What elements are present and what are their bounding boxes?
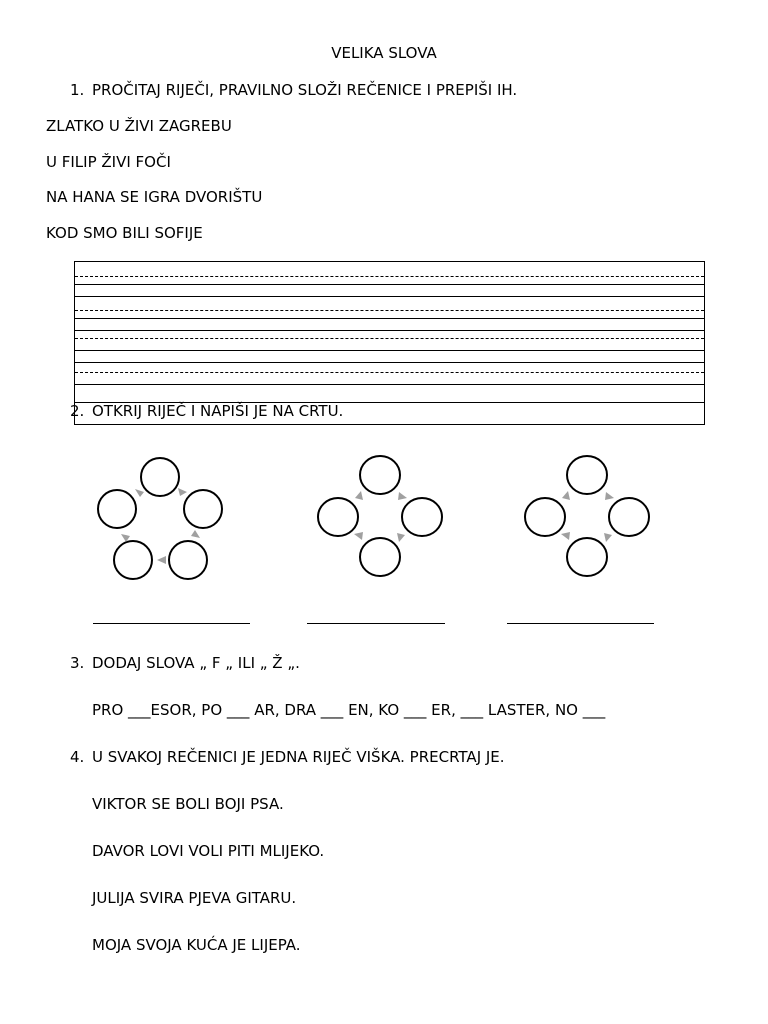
answer-line-3[interactable] bbox=[507, 623, 654, 624]
letter-circle bbox=[567, 456, 607, 494]
task3-instruction: DODAJ SLOVA „ F „ ILI „ Ž „. bbox=[92, 654, 300, 672]
task1-line-4: KOD SMO BILI SOFIJE bbox=[46, 224, 203, 242]
task4-heading bbox=[70, 748, 505, 766]
letter-circle bbox=[567, 538, 607, 576]
task3-fill-in-line: PRO ___ESOR, PO ___ AR, DRA ___ EN, KO ___ ER, ___ LASTER, NO ___ bbox=[92, 701, 606, 719]
answer-line-2[interactable] bbox=[307, 623, 445, 624]
page-title: VELIKA SLOVA bbox=[331, 44, 437, 62]
arrow-icon bbox=[561, 532, 570, 540]
task4-sentence-4: MOJA SVOJA KUĆA JE LIJEPA. bbox=[92, 936, 301, 954]
task4-instruction: U SVAKOJ REČENICI JE JEDNA RIJEČ VIŠKA. PRECRTAJ JE. bbox=[92, 748, 505, 766]
arrow-icon bbox=[562, 491, 570, 500]
task2-number: 2. bbox=[70, 402, 85, 420]
task1-number: 1. bbox=[70, 81, 85, 99]
task4-number: 4. bbox=[70, 748, 85, 766]
task1-line-2: U FILIP ŽIVI FOČI bbox=[46, 153, 171, 171]
answer-line-1[interactable] bbox=[93, 623, 250, 624]
arrow-icon bbox=[604, 533, 612, 542]
task4-sentence-2: DAVOR LOVI VOLI PITI MLIJEKO. bbox=[92, 842, 325, 860]
letter-circle bbox=[525, 498, 565, 536]
task1-line-1: ZLATKO U ŽIVI ZAGREBU bbox=[46, 117, 232, 135]
letter-circle bbox=[609, 498, 649, 536]
task1-instruction: PROČITAJ RIJEČI, PRAVILNO SLOŽI REČENICE I PREPIŠI IH. bbox=[92, 81, 518, 99]
task1-line-3: NA HANA SE IGRA DVORIŠTU bbox=[46, 188, 263, 206]
task4-sentence-3: JULIJA SVIRA PJEVA GITARU. bbox=[92, 889, 297, 907]
task3-heading bbox=[70, 654, 300, 672]
arrow-icon bbox=[605, 492, 614, 500]
task3-number: 3. bbox=[70, 654, 85, 672]
task2-instruction: OTKRIJ RIJEČ I NAPIŠI JE NA CRTU. bbox=[92, 402, 344, 420]
task4-sentence-1: VIKTOR SE BOLI BOJI PSA. bbox=[92, 795, 284, 813]
